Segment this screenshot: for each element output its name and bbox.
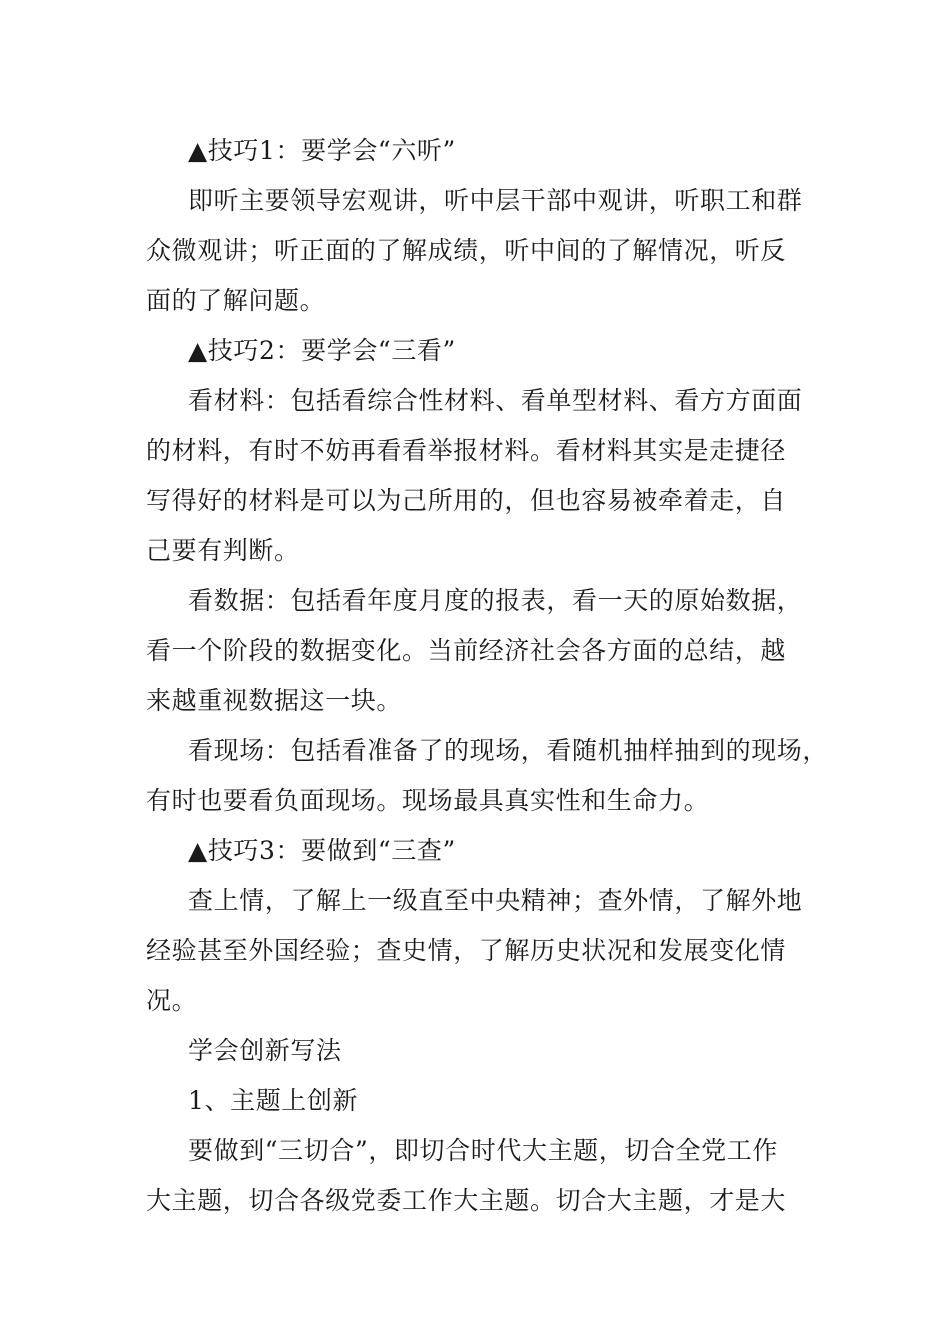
text-line: 写得好的材料是可以为己所用的，但也容易被牵着走，自 (146, 486, 787, 515)
text-line: 的材料，有时不妨再看看举报材料。看材料其实是走捷径 (146, 436, 787, 465)
text-line: 经验甚至外国经验；查史情，了解历史状况和发展变化情 (146, 936, 787, 965)
text-line: 即听主要领导宏观讲，听中层干部中观讲，听职工和群 (188, 186, 803, 215)
text-line: 要做到“三切合”，即切合时代大主题，切合全党工作 (188, 1136, 778, 1165)
text-line: 看数据：包括看年度月度的报表，看一天的原始数据， (188, 586, 803, 615)
text-line: 况。 (146, 986, 198, 1015)
section-heading-innovation: 学会创新写法 (188, 1036, 342, 1065)
text-line: 己要有判断。 (146, 536, 300, 565)
subsection-heading-theme: 1、主题上创新 (188, 1086, 359, 1115)
text-line: 面的了解问题。 (146, 286, 326, 315)
text-line: 看现场：包括看准备了的现场，看随机抽样抽到的现场， (188, 736, 829, 765)
text-line: 众微观讲；听正面的了解成绩，听中间的了解情况，听反 (146, 236, 787, 265)
section-heading-tip-3: ▲技巧3：要做到“三查” (188, 836, 456, 865)
text-line: 查上情，了解上一级直至中央精神；查外情，了解外地 (188, 886, 803, 915)
section-heading-tip-1: ▲技巧1：要学会“六听” (188, 136, 456, 165)
text-line: 看材料：包括看综合性材料、看单型材料、看方方面面 (188, 386, 803, 415)
text-line: 看一个阶段的数据变化。当前经济社会各方面的总结，越 (146, 636, 787, 665)
section-heading-tip-2: ▲技巧2：要学会“三看” (188, 336, 456, 365)
text-line: 来越重视数据这一块。 (146, 686, 403, 715)
text-line: 有时也要看负面现场。现场最具真实性和生命力。 (146, 786, 710, 815)
document-body (146, 126, 829, 1226)
text-line: 大主题，切合各级党委工作大主题。切合大主题，才是大 (146, 1186, 787, 1215)
